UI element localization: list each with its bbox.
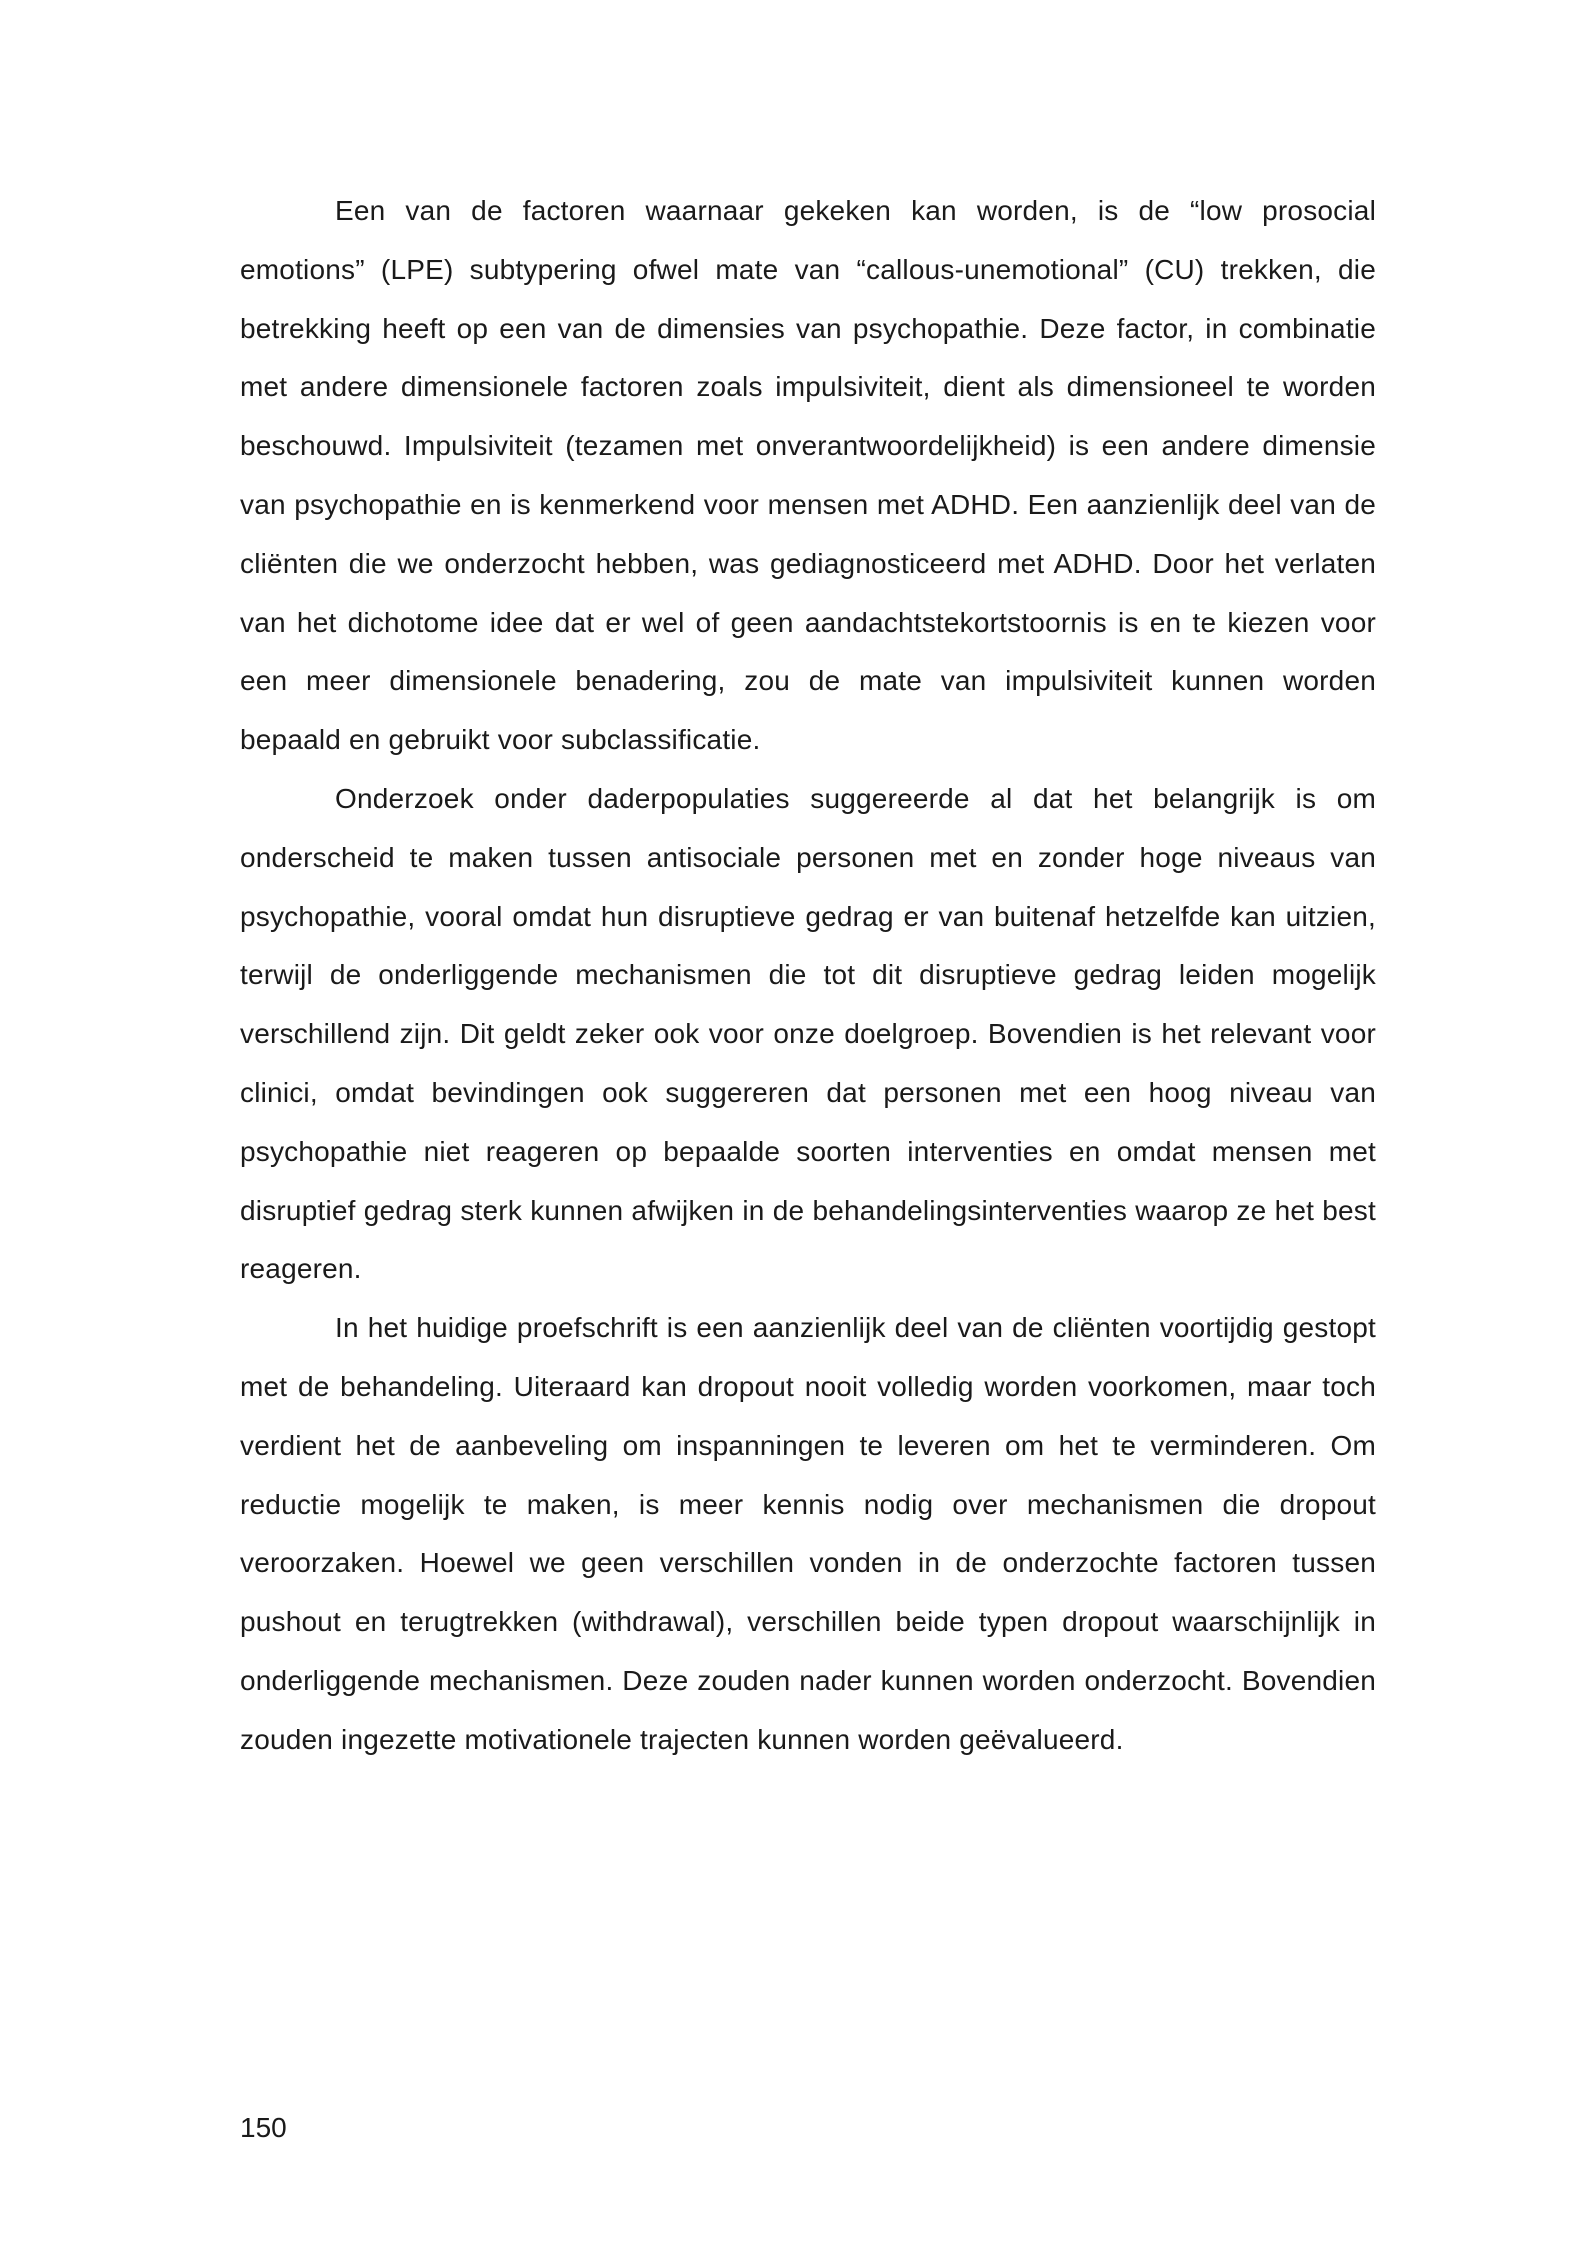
body-text: [240, 182, 1376, 1770]
page-number: 150: [240, 2112, 287, 2143]
paragraph-3: In het huidige proefschrift is een aanzienlijk deel van de cliënten voortijdig gestopt met de behandeling. Uiteraard kan dropout nooit volledig worden voorkomen, maar toch verdient het de aanbeveling om inspanningen te leveren om het te verminderen. Om reductie mogelijk te maken, is meer kennis nodig over mechanismen die dropout veroorzaken. Hoewel we geen verschillen vonden in de onderzochte factoren tussen pushout en terugtrekken (withdrawal), verschillen beide typen dropout waarschijnlijk in onderliggende mechanismen. Deze zouden nader kunnen worden onderzocht. Bovendien zouden ingezette motivationele trajecten kunnen worden geëvalueerd.: [240, 1312, 1376, 1755]
paragraph-2: Onderzoek onder daderpopulaties suggereerde al dat het belangrijk is om onderscheid te maken tussen antisociale personen met en zonder hoge niveaus van psychopathie, vooral omdat hun disruptieve gedrag er van buitenaf hetzelfde kan uitzien, terwijl de onderliggende mechanismen die tot dit disruptieve gedrag leiden mogelijk verschillend zijn. Dit geldt zeker ook voor onze doelgroep. Bovendien is het relevant voor clinici, omdat bevindingen ook suggereren dat personen met een hoog niveau van psychopathie niet reageren op bepaalde soorten interventies en omdat mensen met disruptief gedrag sterk kunnen afwijken in de behandelingsinterventies waarop ze het best reageren.: [240, 782, 1376, 1285]
paragraph-1: Een van de factoren waarnaar gekeken kan worden, is de “low prosocial emotions” (LPE) subtypering ofwel mate van “callous-unemotional” (CU) trekken, die betrekking heeft op een van de dimensies van psychopathie. Deze factor, in combinatie met andere dimensionele factoren zoals impulsiviteit, dient als dimensioneel te worden beschouwd. Impulsiviteit (tezamen met onverantwoordelijkheid) is een andere dimensie van psychopathie en is kenmerkend voor mensen met ADHD. Een aanzienlijk deel van de cliënten die we onderzocht hebben, was gediagnosticeerd met ADHD. Door het verlaten van het dichotome idee dat er wel of geen aandachtstekortstoornis is en te kiezen voor een meer dimensionele benadering, zou de mate van impulsiviteit kunnen worden bepaald en gebruikt voor subclassificatie.: [240, 195, 1376, 756]
